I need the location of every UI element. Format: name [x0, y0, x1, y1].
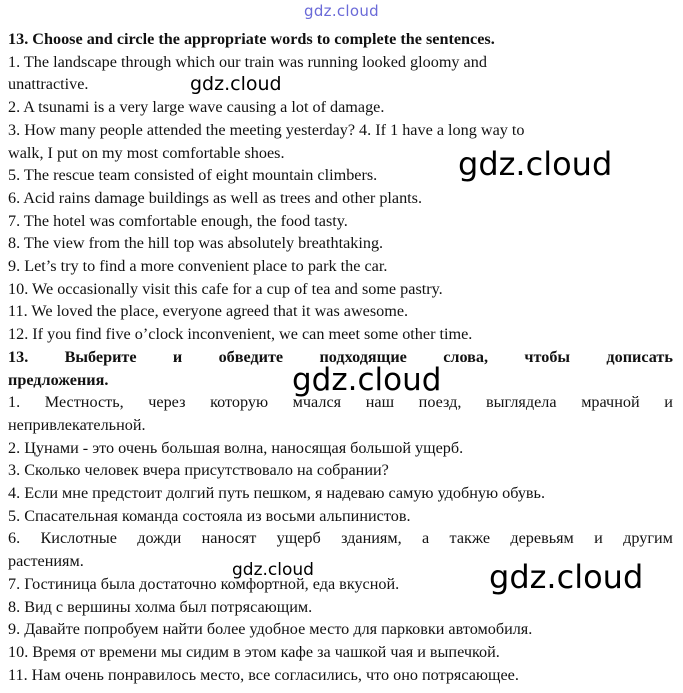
russian-sentence-1-word: и [664, 393, 673, 412]
english-line: 12. If you find five o’clock inconvenient, we can meet some other time. [8, 325, 473, 344]
russian-heading-word: слова, [443, 347, 489, 366]
english-line: walk, I put on my most comfortable shoes. [8, 143, 285, 162]
russian-sentence-6-word: Кислотные [40, 529, 117, 548]
english-line: 1. The landscape through which our train was running looked gloomy and [8, 52, 487, 71]
russian-heading-word: и [172, 347, 183, 366]
russian-sentence-7: 7. Гостиница была достаточно комфортной, еда вкусной. [8, 574, 400, 593]
english-line: 8. The view from the hill top was absolutely breathtaking. [8, 234, 384, 253]
russian-sentence-6-word: 6. [8, 529, 21, 548]
russian-sentence-10: 10. Время от времени мы сидим в этом кафе за чашкой чая и выпечкой. [8, 642, 500, 661]
english-line: 2. A tsunami is a very large wave causing a lot of damage. [8, 98, 385, 117]
watermark-1: gdz.cloud [190, 73, 282, 95]
russian-sentence-1-word: 1. [8, 393, 21, 412]
russian-heading-word: чтобы [524, 347, 571, 366]
russian-sentence-1-word: мрачной [581, 393, 640, 412]
russian-sentence-6-word: наносят [201, 529, 257, 548]
russian-sentence-6-word: и [594, 529, 603, 548]
russian-heading-line2: предложения. [8, 370, 109, 389]
russian-sentence-1-word: поезд, [418, 393, 462, 412]
russian-heading-word: дописать [606, 347, 673, 366]
watermark-3: gdz.cloud [292, 362, 442, 398]
russian-sentence-6-cont: растениям. [8, 552, 84, 571]
russian-sentence-4: 4. Если мне предстоит долгий путь пешком, я надеваю самую удобную обувь. [8, 484, 545, 503]
russian-sentence-5: 5. Спасательная команда состояла из восьми альпинистов. [8, 506, 411, 525]
russian-sentence-2: 2. Цунами - это очень большая волна, наносящая большой ущерб. [8, 438, 464, 457]
english-sentences [8, 51, 673, 346]
russian-heading-word: обведите [218, 347, 284, 366]
russian-sentence-6-word: деревьям [510, 529, 574, 548]
russian-sentence-6-word: также [449, 529, 491, 548]
russian-sentence-3: 3. Сколько человек вчера присутствовало на собрании? [8, 461, 389, 480]
russian-sentence-1-word: которую [210, 393, 269, 412]
watermark-2: gdz.cloud [458, 145, 613, 183]
english-line: 6. Acid rains damage buildings as well as trees and other plants. [8, 188, 423, 207]
russian-sentence-6-word: дожди [137, 529, 182, 548]
russian-heading-word: подходящие [319, 347, 407, 366]
russian-sentence-1-cont: непривлекательной. [8, 415, 146, 434]
russian-sentence-6-word: а [422, 529, 430, 548]
russian-sentence-1-word: наш [365, 393, 395, 412]
russian-sentence-6-word: другим [623, 529, 673, 548]
russian-heading-word: 13. [8, 347, 29, 366]
russian-sentence-1-word: Местность, [44, 393, 124, 412]
russian-sentence-9: 9. Давайте попробуем найти более удобное место для парковки автомобиля. [8, 620, 533, 639]
english-line: 11. We loved the place, everyone agreed that it was awesome. [8, 302, 409, 321]
russian-heading-word: Выберите [64, 347, 137, 366]
russian-sentence-1-word: через [148, 393, 186, 412]
english-line: unattractive. [8, 75, 89, 94]
english-line: 10. We occasionally visit this cafe for a cup of tea and some pastry. [8, 279, 443, 298]
english-heading: 13. Choose and circle the appropriate words to complete the sentences. [8, 30, 495, 48]
russian-sentence-8: 8. Вид с вершины холма был потрясающим. [8, 597, 313, 616]
russian-sentence-6 [8, 527, 673, 550]
english-line: 3. How many people attended the meeting yesterday? 4. If 1 have a long way to [8, 120, 525, 139]
russian-sentence-6-word: ущерб [276, 529, 321, 548]
watermark-4: gdz.cloud [232, 560, 314, 580]
english-line: 5. The rescue team consisted of eight mountain climbers. [8, 166, 378, 185]
russian-sentence-1-word: мчался [292, 393, 342, 412]
english-line: 7. The hotel was comfortable enough, the food tasty. [8, 211, 348, 230]
watermark-top: gdz.cloud [304, 2, 380, 20]
russian-sentence-6-word: зданиям, [341, 529, 402, 548]
russian-sentence-11: 11. Нам очень понравилось место, все согласились, что оно потрясающее. [8, 665, 519, 684]
watermark-5: gdz.cloud [489, 558, 644, 596]
russian-sentence-1-word: выглядела [486, 393, 557, 412]
english-line: 9. Let’s try to find a more convenient place to park the car. [8, 257, 388, 276]
